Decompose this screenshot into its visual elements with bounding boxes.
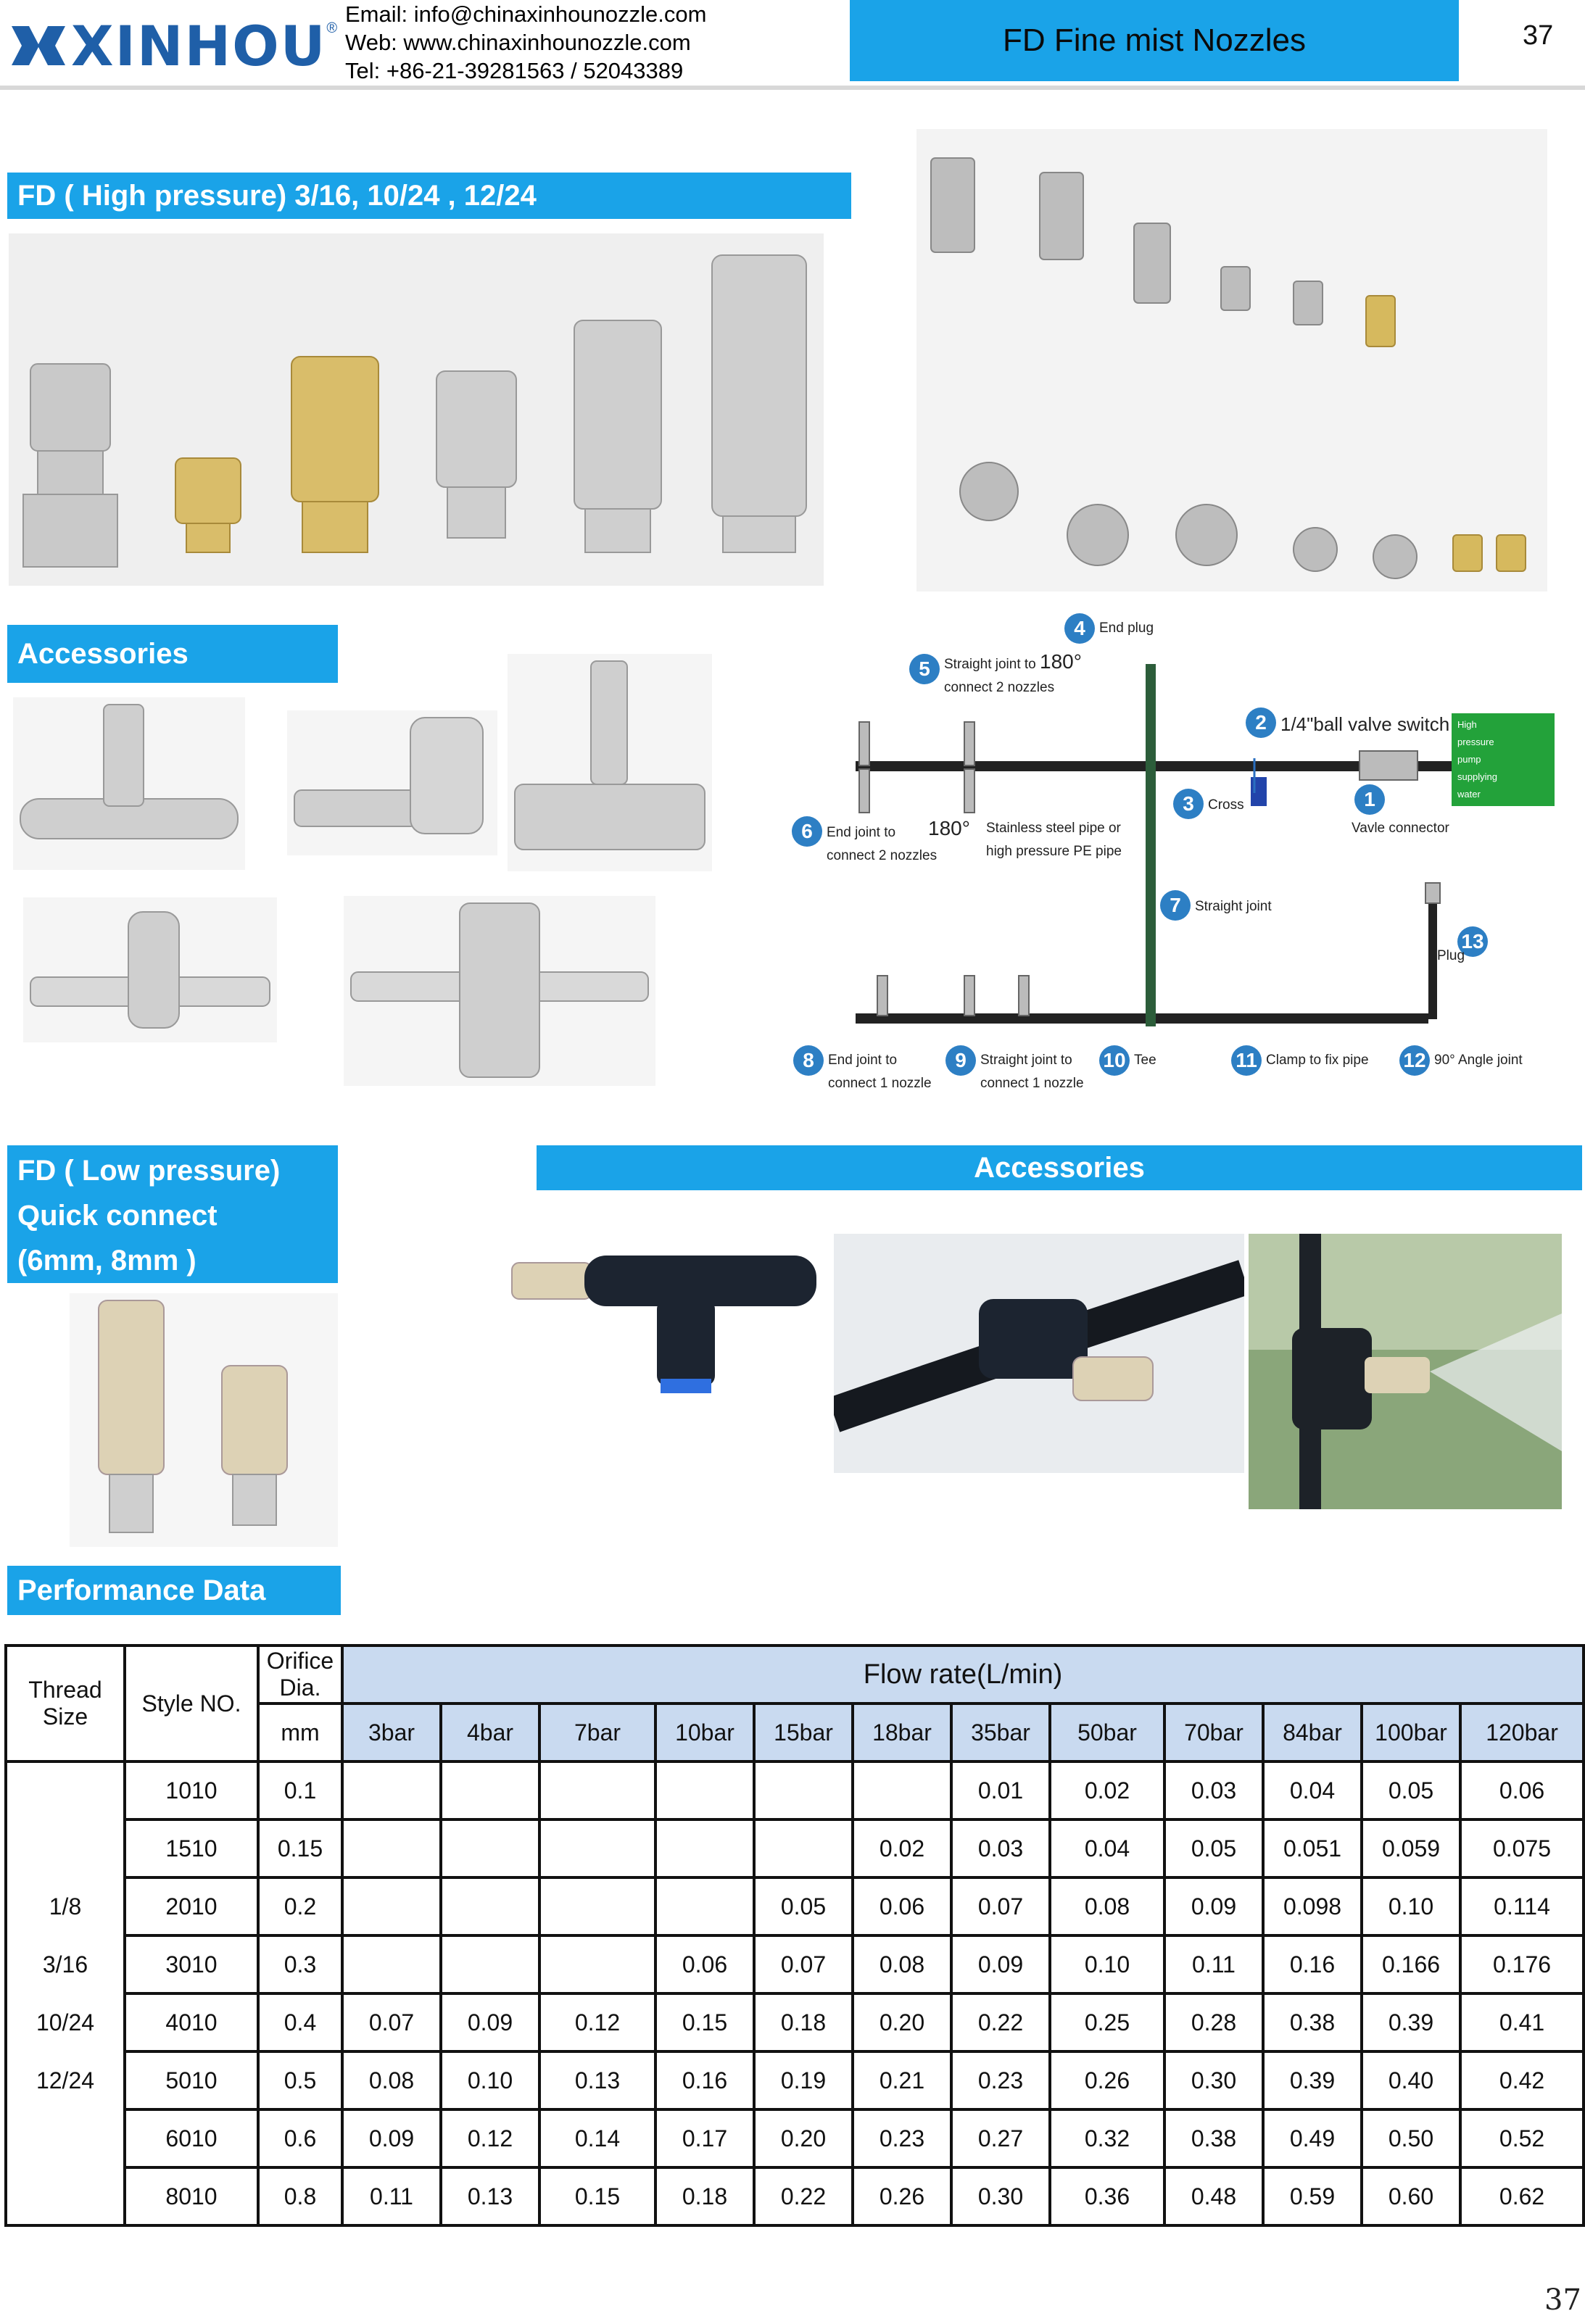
contact-tel: Tel: +86-21-39281563 / 52043389 [345,58,684,83]
flow-rate-cell: 0.36 [1050,2167,1164,2225]
low-pressure-line-2: Quick connect [17,1200,218,1232]
flow-rate-cell: 0.04 [1050,1819,1164,1877]
diagram-label-connect-1-nozzle-b: connect 1 nozzle [980,1076,1084,1091]
page-title-banner: FD Fine mist Nozzles [850,0,1459,81]
diagram-label-tee: Tee [1134,1053,1156,1068]
contact-block [345,0,706,85]
orifice-header-line2: Dia. [279,1674,321,1701]
flow-rate-cell: 0.08 [342,2051,441,2109]
diagram-label-end-plug: End plug [1099,621,1154,636]
style-no-cell: 3010 [125,1935,258,1993]
diagram-label-connect-2-nozzles-b: connect 2 nozzles [827,848,938,863]
flow-rate-cell [441,1761,539,1819]
flow-rate-cell [655,1761,754,1819]
flow-rate-cell: 0.16 [655,2051,754,2109]
flow-rate-cell [441,1935,539,1993]
flow-rate-cell: 0.07 [951,1877,1050,1935]
flow-rate-cell [539,1761,655,1819]
diagram-marker-7: 7 [1160,890,1191,921]
flow-rate-cell [754,1819,853,1877]
diagram-marker-8: 8 [793,1045,824,1076]
flow-rate-cell [655,1819,754,1877]
flow-rate-cell: 0.06 [1460,1761,1584,1819]
diagram-label-cross: Cross [1208,797,1244,813]
orifice-cell: 0.8 [258,2167,342,2225]
style-no-cell: 1510 [125,1819,258,1877]
diagram-marker-6: 6 [792,816,822,847]
header-divider [0,86,1585,90]
flow-rate-cell: 0.05 [754,1877,853,1935]
flow-rate-cell: 0.01 [951,1761,1050,1819]
flow-rate-cell: 0.25 [1050,1993,1164,2051]
low-pressure-line-3: (6mm, 8mm ) [17,1245,196,1277]
accessory-cross-photo [344,896,655,1086]
flow-rate-cell: 0.27 [951,2109,1050,2167]
pump-supply-box [1452,713,1555,806]
style-no-cell: 2010 [125,1877,258,1935]
diagram-label-plug: Plug [1437,948,1465,963]
flow-rate-cell: 0.15 [655,1993,754,2051]
pressure-header: 70bar [1164,1703,1263,1761]
diagram-label-straight-joint: Straight joint [1195,899,1272,914]
page-number-top: 37 [1523,20,1554,51]
nozzle-parts-photo [916,129,1547,592]
flow-rate-cell: 0.59 [1263,2167,1362,2225]
flow-rate-cell: 0.26 [1050,2051,1164,2109]
diagram-label-end-joint-2: End joint to [827,825,896,840]
flow-rate-cell: 0.38 [1263,1993,1362,2051]
pressure-header: 18bar [853,1703,951,1761]
diagram-marker-3: 3 [1173,789,1204,819]
thread-size-value: 3/16 [42,1951,88,1978]
style-no-cell: 4010 [125,1993,258,2051]
pump-box-line: High [1457,719,1477,730]
diagram-marker-9: 9 [945,1045,976,1076]
section-accessories-right: Accessories [537,1145,1582,1190]
flow-rate-cell: 0.17 [655,2109,754,2167]
flow-rate-cell: 0.14 [539,2109,655,2167]
thread-size-value: 10/24 [36,2009,95,2035]
flow-rate-cell: 0.20 [853,1993,951,2051]
flow-rate-cell: 0.03 [1164,1761,1263,1819]
style-no-header: Style NO. [125,1646,258,1761]
flow-rate-cell: 0.12 [441,2109,539,2167]
diagram-angle-6: 180° [928,817,970,839]
flow-rate-cell: 0.02 [853,1819,951,1877]
pump-box-line: pump [1457,754,1481,765]
diagram-label-valve-connector: Vavle connector [1352,821,1449,836]
orifice-cell: 0.15 [258,1819,342,1877]
diagram-label-angle-joint: 90° Angle joint [1434,1053,1523,1068]
diagram-marker-2: 2 [1246,707,1276,738]
flow-rate-cell: 0.10 [1050,1935,1164,1993]
orifice-cell: 0.4 [258,1993,342,2051]
flow-rate-cell: 0.13 [539,2051,655,2109]
thread-size-header [6,1646,125,1761]
flow-rate-cell: 0.09 [951,1935,1050,1993]
pressure-header: 35bar [951,1703,1050,1761]
flow-rate-cell [441,1877,539,1935]
pressure-header: 10bar [655,1703,754,1761]
system-layout-diagram [790,613,1555,1097]
flow-rate-cell: 0.09 [1164,1877,1263,1935]
diagram-label-straight-joint-1: Straight joint to [980,1053,1072,1068]
flow-rate-cell [539,1877,655,1935]
flow-rate-cell: 0.16 [1263,1935,1362,1993]
thread-header-line1: Thread [28,1677,102,1703]
flow-rate-cell: 0.11 [1164,1935,1263,1993]
diagram-marker-13: 13 [1457,926,1488,957]
orifice-header [258,1646,342,1703]
flow-rate-cell: 0.12 [539,1993,655,2051]
table-row [6,1877,1584,1935]
diagram-label-connect-1-nozzle: connect 1 nozzle [828,1076,932,1091]
pressure-header: 50bar [1050,1703,1164,1761]
accessory-tee-photo [13,697,245,870]
flow-rate-cell: 0.42 [1460,2051,1584,2109]
thread-header-line2: Size [42,1703,88,1730]
accessory-union-photo [508,654,712,871]
contact-web: Web: www.chinaxinhounozzle.com [345,30,691,55]
style-no-cell: 6010 [125,2109,258,2167]
table-row [6,1819,1584,1877]
pressure-header: 7bar [539,1703,655,1761]
flow-rate-cell: 0.23 [853,2109,951,2167]
contact-email: Email: info@chinaxinhounozzle.com [345,1,707,27]
flow-rate-cell: 0.26 [853,2167,951,2225]
flow-rate-cell: 0.098 [1263,1877,1362,1935]
flow-rate-cell [655,1877,754,1935]
flow-rate-cell: 0.05 [1164,1819,1263,1877]
flow-rate-cell [342,1877,441,1935]
flow-rate-cell: 0.49 [1263,2109,1362,2167]
flow-rate-cell: 0.38 [1164,2109,1263,2167]
flow-rate-cell: 0.03 [951,1819,1050,1877]
logo-mark-icon [10,20,67,71]
diagram-label-ball-valve: 1/4"ball valve switch [1280,713,1450,735]
diagram-pipe-note-2: high pressure PE pipe [986,844,1122,859]
flow-rate-cell: 0.08 [1050,1877,1164,1935]
pump-box-line: water [1457,789,1481,800]
flow-rate-cell: 0.11 [342,2167,441,2225]
flow-rate-cell [853,1761,951,1819]
section-accessories: Accessories [7,625,338,683]
flow-rate-cell: 0.075 [1460,1819,1584,1877]
quick-connect-tee-photo [505,1234,834,1400]
orifice-unit: mm [258,1703,342,1761]
flow-rate-cell: 0.176 [1460,1935,1584,1993]
flow-rate-cell: 0.22 [754,2167,853,2225]
flow-rate-cell: 0.07 [342,1993,441,2051]
flow-rate-cell: 0.50 [1362,2109,1460,2167]
flow-rate-cell: 0.15 [539,2167,655,2225]
flow-rate-cell: 0.07 [754,1935,853,1993]
flow-rate-cell [539,1819,655,1877]
pump-box-line: supplying [1457,771,1497,782]
diagram-marker-5: 5 [909,654,940,684]
flow-rate-cell: 0.20 [754,2109,853,2167]
orifice-cell: 0.5 [258,2051,342,2109]
orifice-cell: 0.3 [258,1935,342,1993]
orifice-cell: 0.2 [258,1877,342,1935]
registered-mark: ® [326,20,338,36]
diagram-angle-5: 180° [1040,650,1082,673]
style-no-cell: 8010 [125,2167,258,2225]
flow-rate-cell: 0.10 [1362,1877,1460,1935]
high-pressure-nozzles-photo [9,233,824,586]
quick-connect-pipe-photo [834,1234,1244,1473]
flow-rate-cell: 0.39 [1263,2051,1362,2109]
flow-rate-cell [441,1819,539,1877]
flow-rate-cell: 0.06 [853,1877,951,1935]
flow-rate-cell: 0.39 [1362,1993,1460,2051]
diagram-marker-10: 10 [1099,1045,1130,1076]
flow-rate-cell: 0.40 [1362,2051,1460,2109]
flow-rate-cell: 0.051 [1263,1819,1362,1877]
flow-rate-cell: 0.09 [342,2109,441,2167]
flow-rate-cell: 0.05 [1362,1761,1460,1819]
flow-rate-cell: 0.21 [853,2051,951,2109]
mist-in-use-photo [1249,1234,1562,1509]
flow-rate-cell: 0.41 [1460,1993,1584,2051]
pressure-header: 84bar [1263,1703,1362,1761]
pressure-header: 3bar [342,1703,441,1761]
flow-rate-cell: 0.13 [441,2167,539,2225]
flow-rate-cell: 0.32 [1050,2109,1164,2167]
table-row [6,1993,1584,2051]
style-no-cell: 1010 [125,1761,258,1819]
flow-rate-header: Flow rate(L/min) [342,1646,1584,1703]
brand-name: XINHOU [71,13,327,78]
orifice-cell: 0.1 [258,1761,342,1819]
flow-rate-cell: 0.10 [441,2051,539,2109]
pressure-header: 4bar [441,1703,539,1761]
diagram-marker-12: 12 [1399,1045,1430,1076]
page-number-bottom: 37 [1544,2283,1581,2317]
diagram-label-clamp: Clamp to fix pipe [1266,1053,1369,1068]
flow-rate-cell [342,1819,441,1877]
flow-rate-cell: 0.62 [1460,2167,1584,2225]
low-pressure-line-1: FD ( Low pressure) [17,1155,281,1187]
flow-rate-cell: 0.09 [441,1993,539,2051]
table-row [6,2167,1584,2225]
pressure-header: 15bar [754,1703,853,1761]
flow-rate-cell: 0.48 [1164,2167,1263,2225]
diagram-marker-11: 11 [1231,1045,1262,1076]
low-pressure-nozzles-photo [70,1293,338,1547]
table-row [6,2109,1584,2167]
flow-rate-cell [539,1935,655,1993]
orifice-header-line1: Orifice [266,1648,334,1674]
thread-size-value: 1/8 [49,1893,82,1920]
diagram-label-end-joint-1: End joint to [828,1053,898,1068]
flow-rate-cell: 0.52 [1460,2109,1584,2167]
brand-logo [10,13,336,78]
flow-rate-cell: 0.19 [754,2051,853,2109]
section-performance-data: Performance Data [7,1566,341,1615]
flow-rate-cell: 0.22 [951,1993,1050,2051]
diagram-label-straight-joint-2: Straight joint to [944,657,1036,672]
flow-rate-cell [342,1761,441,1819]
flow-rate-cell: 0.06 [655,1935,754,1993]
accessory-straight-tee-photo [23,897,277,1042]
performance-table [4,1644,1585,2227]
section-low-pressure [7,1145,338,1283]
flow-rate-cell: 0.18 [655,2167,754,2225]
flow-rate-cell: 0.30 [1164,2051,1263,2109]
diagram-marker-4: 4 [1064,613,1095,644]
flow-rate-cell: 0.60 [1362,2167,1460,2225]
pressure-header: 120bar [1460,1703,1584,1761]
flow-rate-cell [342,1935,441,1993]
thread-size-value: 12/24 [36,2067,95,2093]
accessory-elbow-photo [287,710,497,855]
diagram-marker-1: 1 [1354,784,1385,815]
thread-size-cell [6,1761,125,2225]
section-high-pressure: FD ( High pressure) 3/16, 10/24 , 12/24 [7,173,851,219]
style-no-cell: 5010 [125,2051,258,2109]
flow-rate-cell: 0.18 [754,1993,853,2051]
flow-rate-cell: 0.114 [1460,1877,1584,1935]
flow-rate-cell: 0.23 [951,2051,1050,2109]
flow-rate-cell: 0.28 [1164,1993,1263,2051]
flow-rate-cell: 0.059 [1362,1819,1460,1877]
table-row [6,1761,1584,1819]
flow-rate-cell: 0.08 [853,1935,951,1993]
orifice-cell: 0.6 [258,2109,342,2167]
flow-rate-cell: 0.02 [1050,1761,1164,1819]
diagram-label-connect-2-nozzles: connect 2 nozzles [944,680,1055,695]
diagram-pipe-note-1: Stainless steel pipe or [986,821,1121,836]
flow-rate-cell: 0.166 [1362,1935,1460,1993]
table-row [6,2051,1584,2109]
flow-rate-cell [754,1761,853,1819]
table-row [6,1935,1584,1993]
pump-box-line: pressure [1457,736,1494,747]
flow-rate-cell: 0.04 [1263,1761,1362,1819]
flow-rate-cell: 0.30 [951,2167,1050,2225]
pressure-header: 100bar [1362,1703,1460,1761]
